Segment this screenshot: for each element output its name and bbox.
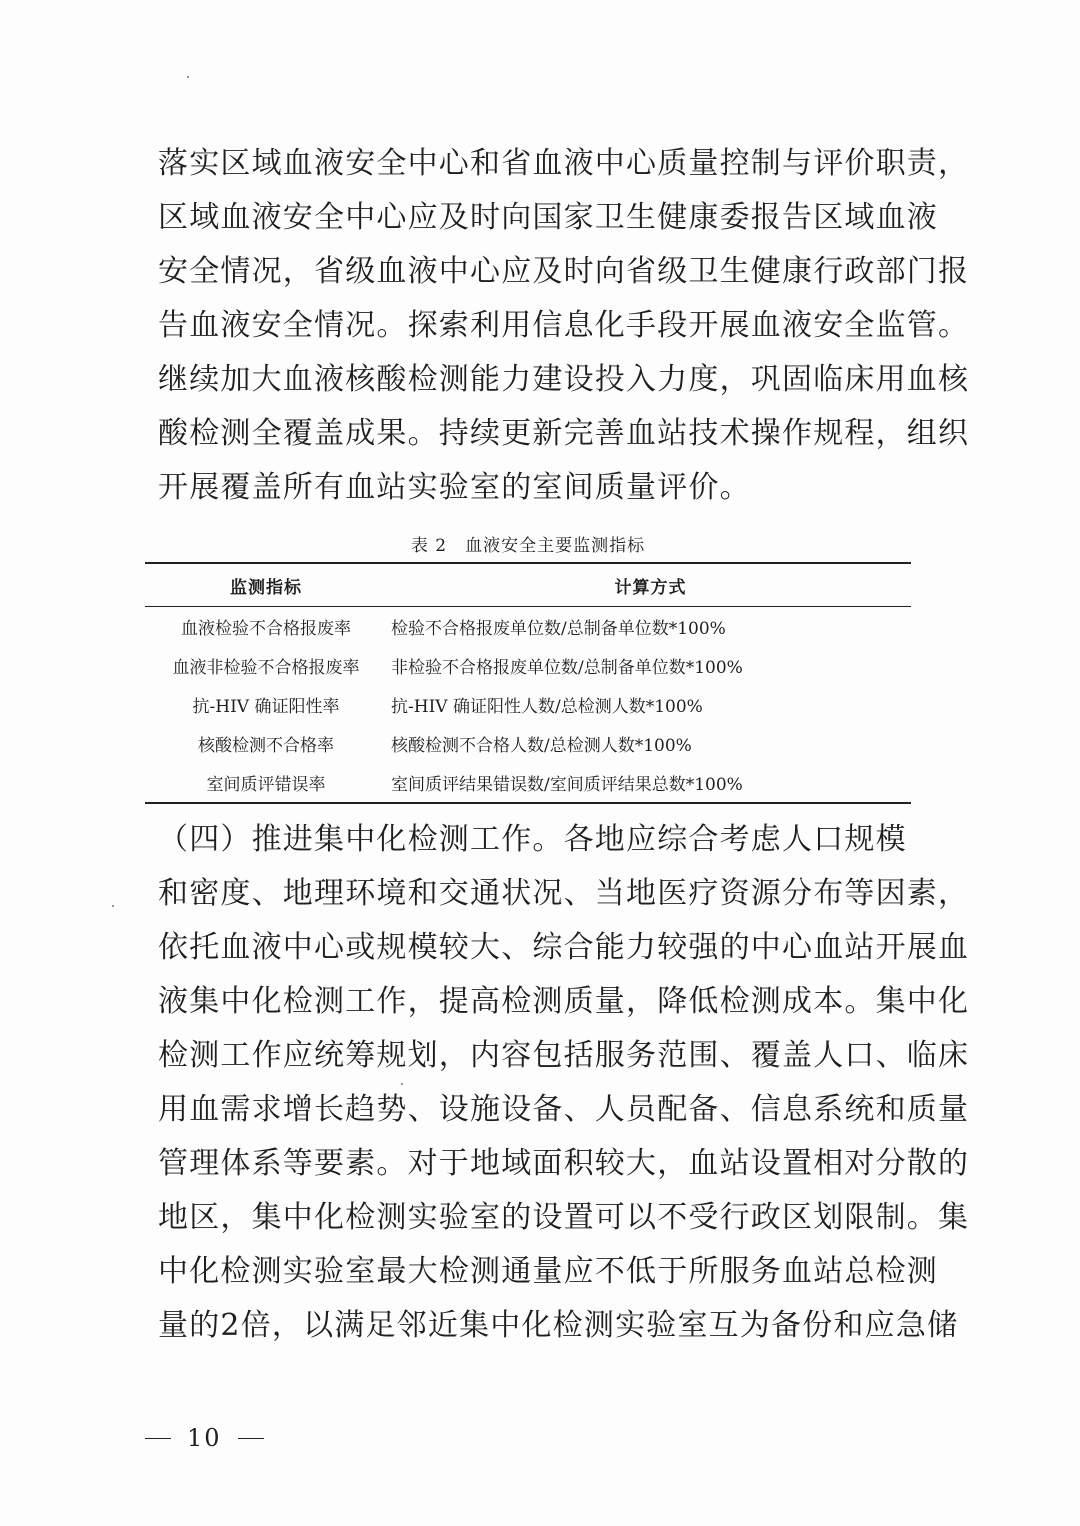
cell-method: 非检验不合格报废单位数/总制备单位数*100%: [391, 658, 743, 678]
cell-method: 抗-HIV 确证阳性人数/总检测人数*100%: [391, 697, 703, 717]
paragraph-line: 用血需求增长趋势、设施设备、人员配备、信息系统和质量: [158, 1092, 970, 1127]
table-header-row: [145, 563, 911, 607]
table-row: [145, 724, 911, 763]
page-footer: [145, 1424, 264, 1452]
paragraph-line: 落实区域血液安全中心和省血液中心质量控制与评价职责，: [158, 146, 970, 181]
paragraph-line: 安全情况，省级血液中心应及时向省级卫生健康行政部门报: [158, 254, 970, 289]
scan-speck: [112, 905, 114, 907]
paragraph-line: 液集中化检测工作，提高检测质量，降低检测成本。集中化: [158, 984, 970, 1019]
cell-method: 检验不合格报废单位数/总制备单位数*100%: [391, 619, 726, 639]
paragraph-line: 地区，集中化检测实验室的设置可以不受行政区划限制。集: [158, 1200, 970, 1235]
paragraph-line: 继续加大血液核酸检测能力建设投入力度，巩固临床用血核: [158, 362, 970, 397]
paragraph-line: 检测工作应统筹规划，内容包括服务范围、覆盖人口、临床: [158, 1038, 970, 1073]
paragraph-line: 依托血液中心或规模较大、综合能力较强的中心血站开展血: [158, 930, 970, 965]
scan-speck: [187, 76, 189, 78]
paragraph-line: 区域血液安全中心应及时向国家卫生健康委报告区域血液: [158, 200, 938, 235]
paragraph-line: 酸检测全覆盖成果。持续更新完善血站技术操作规程，组织: [158, 416, 970, 451]
paragraph-line: 告血液安全情况。探索利用信息化手段开展血液安全监管。: [158, 308, 970, 343]
cell-method: 室间质评结果错误数/室间质评结果总数*100%: [387, 763, 911, 803]
cell-indicator: 血液非检验不合格报废率: [172, 658, 360, 678]
cell-indicator: 血液检验不合格报废率: [181, 619, 351, 639]
table-row: [145, 685, 911, 724]
monitoring-indicators-table: [145, 562, 911, 804]
cell-indicator: 室间质评错误率: [145, 763, 387, 803]
paragraph-line: 管理体系等要素。对于地域面积较大，血站设置相对分散的: [158, 1146, 970, 1181]
paragraph-line: （四）推进集中化检测工作。各地应综合考虑人口规模: [158, 822, 907, 857]
paragraph-line: 中化检测实验室最大检测通量应不低于所服务血站总检测: [158, 1254, 938, 1289]
footer-dash-left: [145, 1438, 171, 1439]
page-number: 10: [187, 1424, 222, 1452]
table-row: [145, 607, 911, 647]
footer-dash-right: [238, 1438, 264, 1439]
table-caption: 表 2 血液安全主要监测指标: [410, 536, 646, 556]
paragraph-line: 量的2倍，以满足邻近集中化检测实验室互为备份和应急储: [158, 1308, 959, 1343]
paragraph-2: [158, 813, 970, 1353]
paragraph-1: [158, 137, 970, 515]
table-row: [145, 646, 911, 685]
cell-indicator: 抗-HIV 确证阳性率: [192, 697, 340, 717]
paragraph-line: 开展覆盖所有血站实验室的室间质量评价。: [158, 470, 751, 505]
header-method: 计算方式: [387, 563, 911, 607]
paragraph-line: 和密度、地理环境和交通状况、当地医疗资源分布等因素，: [158, 876, 970, 911]
cell-indicator: 核酸检测不合格率: [198, 736, 334, 756]
header-indicator: 监测指标: [145, 563, 387, 607]
table-row: [145, 763, 911, 803]
monitoring-indicators-table-block: [145, 530, 911, 804]
cell-method: 核酸检测不合格人数/总检测人数*100%: [391, 736, 692, 756]
